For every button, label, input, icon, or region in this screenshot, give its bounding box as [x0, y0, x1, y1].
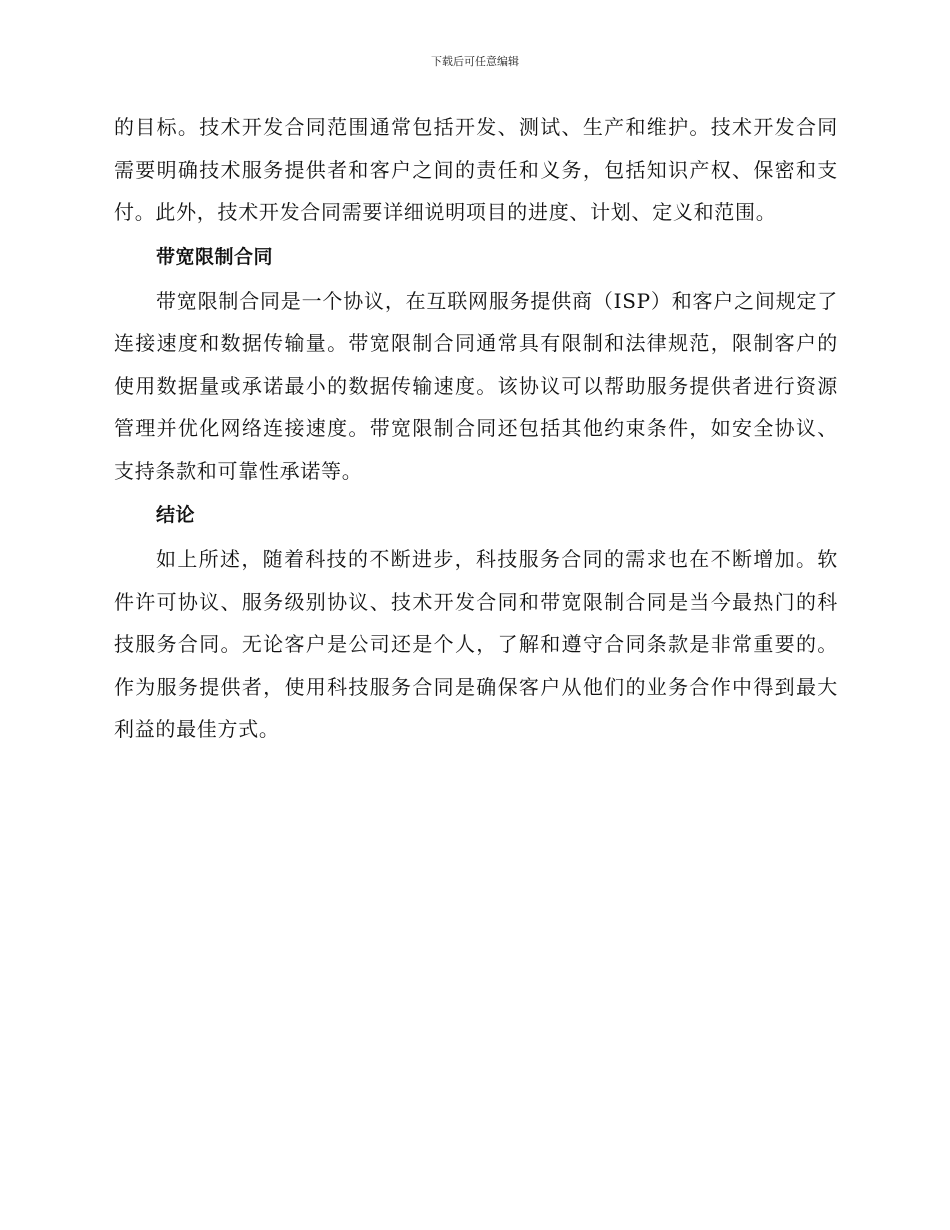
- paragraph-conclusion: 如上所述，随着科技的不断进步，科技服务合同的需求也在不断增加。软件许可协议、服务级别协议、技术开发合同和带宽限制合同是当今最热门的科技服务合同。无论客户是公司还是个人，了解和遵守合同条款是非常重要的。作为服务提供者，使用科技服务合同是确保客户从他们的业务合作中得到最大利益的最佳方式。: [114, 547, 838, 741]
- paragraph-bandwidth-contract: 带宽限制合同是一个协议，在互联网服务提供商（ISP）和客户之间规定了连接速度和数据传输量。带宽限制合同通常具有限制和法律规范，限制客户的使用数据量或承诺最小的数据传输速度。该协议可以帮助服务提供者进行资源管理并优化网络连接速度。带宽限制合同还包括其他约束条件，如安全协议、支持条款和可靠性承诺等。: [114, 288, 838, 483]
- document-body: [114, 106, 838, 751]
- page-header: 下载后可任意编辑: [431, 55, 519, 68]
- paragraph-tech-development-continued: 的目标。技术开发合同范围通常包括开发、测试、生产和维护。技术开发合同需要明确技术服务提供者和客户之间的责任和义务，包括知识产权、保密和支付。此外，技术开发合同需要详细说明项目的进度、计划、定义和范围。: [114, 115, 838, 224]
- heading-bandwidth-contract: 带宽限制合同: [156, 245, 274, 268]
- heading-conclusion: 结论: [156, 504, 196, 526]
